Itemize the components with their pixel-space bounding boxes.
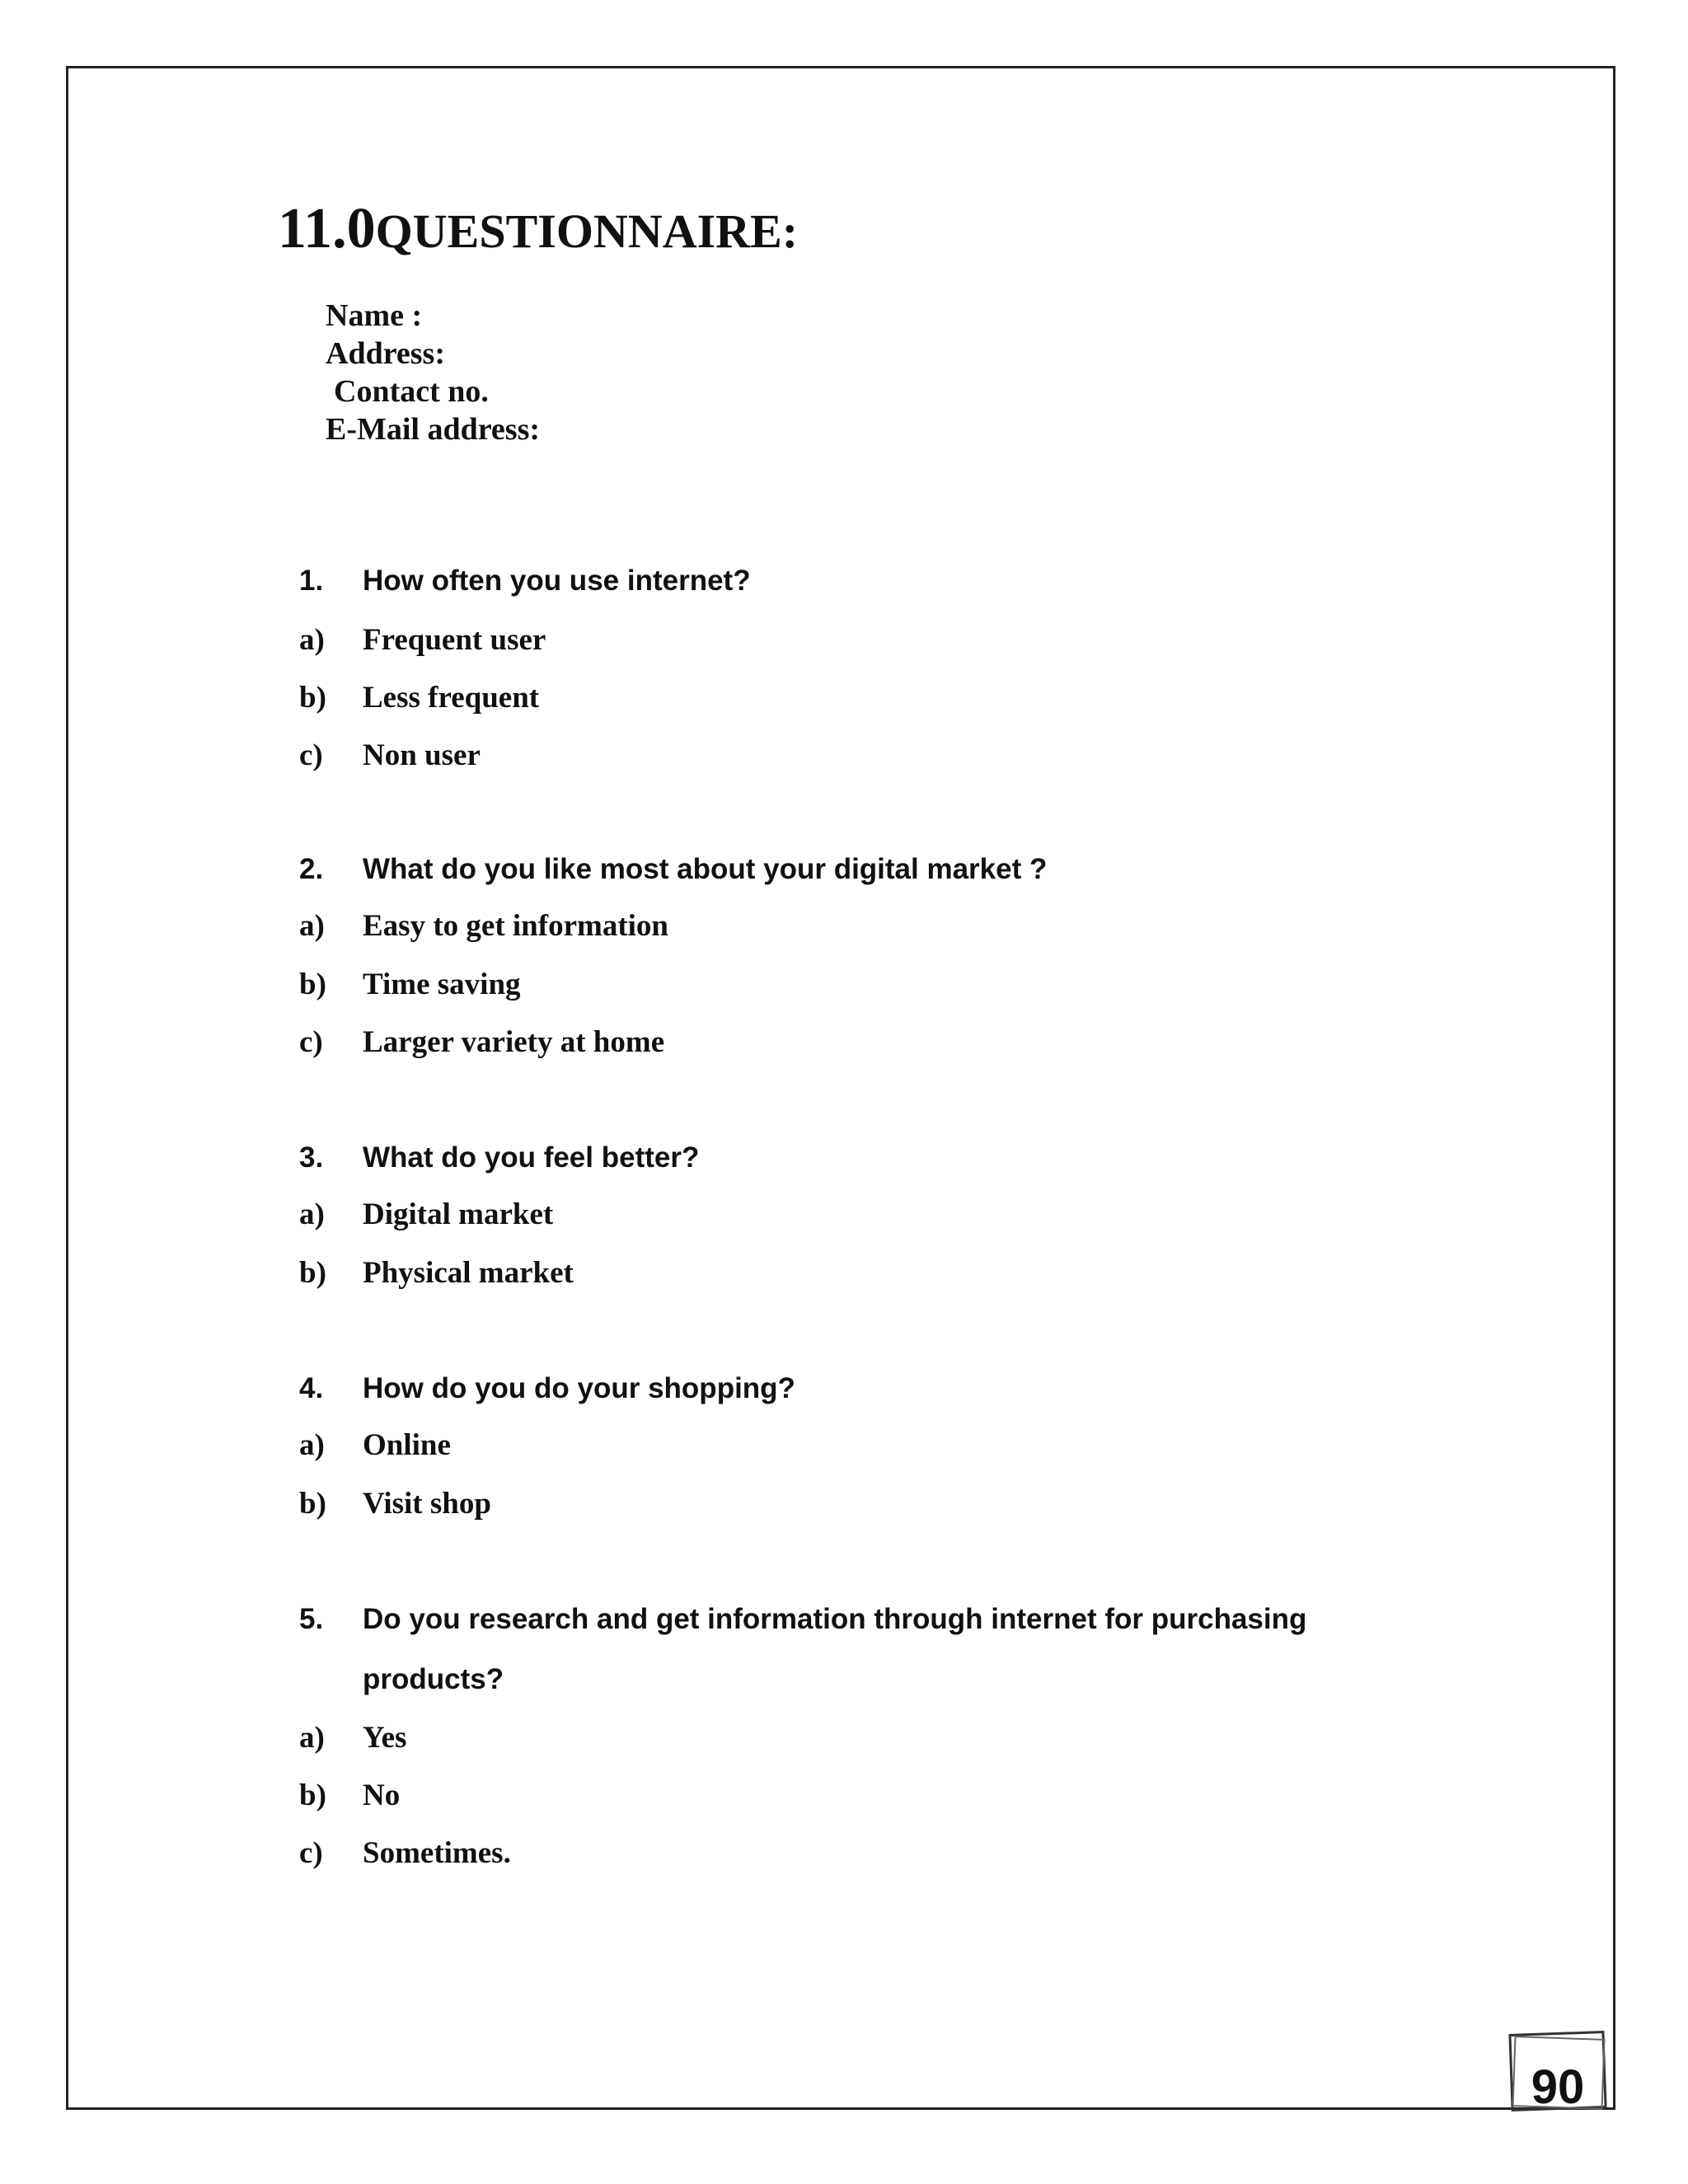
question-1	[299, 565, 751, 598]
question-number: 4.	[299, 1372, 324, 1404]
section-number: 11.0	[278, 197, 376, 260]
option-letter: c)	[299, 738, 323, 772]
option-letter: c)	[299, 1836, 323, 1870]
option-text: Visit shop	[363, 1487, 491, 1521]
option-letter: b)	[299, 1256, 326, 1290]
question-2	[299, 853, 1047, 886]
option-text: Physical market	[363, 1256, 574, 1290]
option-text: Time saving	[363, 968, 521, 1001]
option-letter: b)	[299, 1779, 326, 1812]
question-text: Do you research and get information through internet for purchasing	[363, 1603, 1307, 1635]
question-5-continuation: products?	[363, 1663, 504, 1695]
page-number-box	[1510, 2027, 1609, 2110]
option-text: Digital market	[363, 1197, 554, 1231]
option-2c	[299, 1024, 664, 1060]
option-text: Frequent user	[363, 623, 546, 657]
option-text: Less frequent	[363, 681, 540, 715]
question-number: 1.	[299, 565, 324, 597]
option-3b	[299, 1255, 574, 1291]
option-2b	[299, 967, 521, 1002]
question-text: What do you feel better?	[363, 1141, 700, 1174]
option-5a	[299, 1720, 406, 1755]
option-1b	[299, 680, 539, 715]
question-4	[299, 1372, 795, 1405]
question-3	[299, 1141, 699, 1174]
email-field-label: E-Mail address:	[326, 412, 541, 447]
option-letter: a)	[299, 623, 325, 657]
question-number: 2.	[299, 853, 324, 885]
option-5b	[299, 1778, 400, 1813]
option-letter: c)	[299, 1025, 323, 1059]
option-letter: a)	[299, 1197, 325, 1231]
option-letter: a)	[299, 1721, 325, 1755]
option-letter: a)	[299, 1428, 325, 1462]
option-letter: b)	[299, 1487, 326, 1521]
respondent-info	[326, 297, 540, 448]
contact-field-label: Contact no.	[334, 374, 489, 409]
address-field-label: Address:	[326, 336, 445, 371]
question-number: 5.	[299, 1603, 324, 1635]
page-border	[66, 66, 1615, 2110]
question-text: What do you like most about your digital market ?	[363, 853, 1048, 885]
option-text: Easy to get information	[363, 909, 668, 943]
option-1a	[299, 622, 546, 658]
question-text: How often you use internet?	[363, 565, 751, 597]
option-text: Online	[363, 1428, 451, 1462]
option-text: Larger variety at home	[363, 1025, 665, 1059]
option-letter: b)	[299, 968, 326, 1001]
question-number: 3.	[299, 1141, 324, 1174]
name-field-label: Name :	[326, 298, 423, 333]
option-text: No	[363, 1779, 401, 1812]
question-5	[299, 1603, 1306, 1636]
option-text: Yes	[363, 1721, 407, 1755]
option-text: Sometimes.	[363, 1836, 511, 1870]
option-letter: a)	[299, 909, 325, 943]
option-letter: b)	[299, 681, 326, 715]
question-text: How do you do your shopping?	[363, 1372, 795, 1404]
option-3a	[299, 1197, 553, 1232]
option-2a	[299, 908, 668, 944]
option-text: Non user	[363, 738, 481, 772]
page-heading	[278, 196, 798, 262]
option-4b	[299, 1486, 491, 1521]
option-1c	[299, 738, 481, 773]
section-title: QUESTIONNAIRE:	[375, 204, 799, 258]
page-number: 90	[1531, 2064, 1585, 2105]
option-4a	[299, 1427, 451, 1463]
option-5c	[299, 1835, 511, 1871]
